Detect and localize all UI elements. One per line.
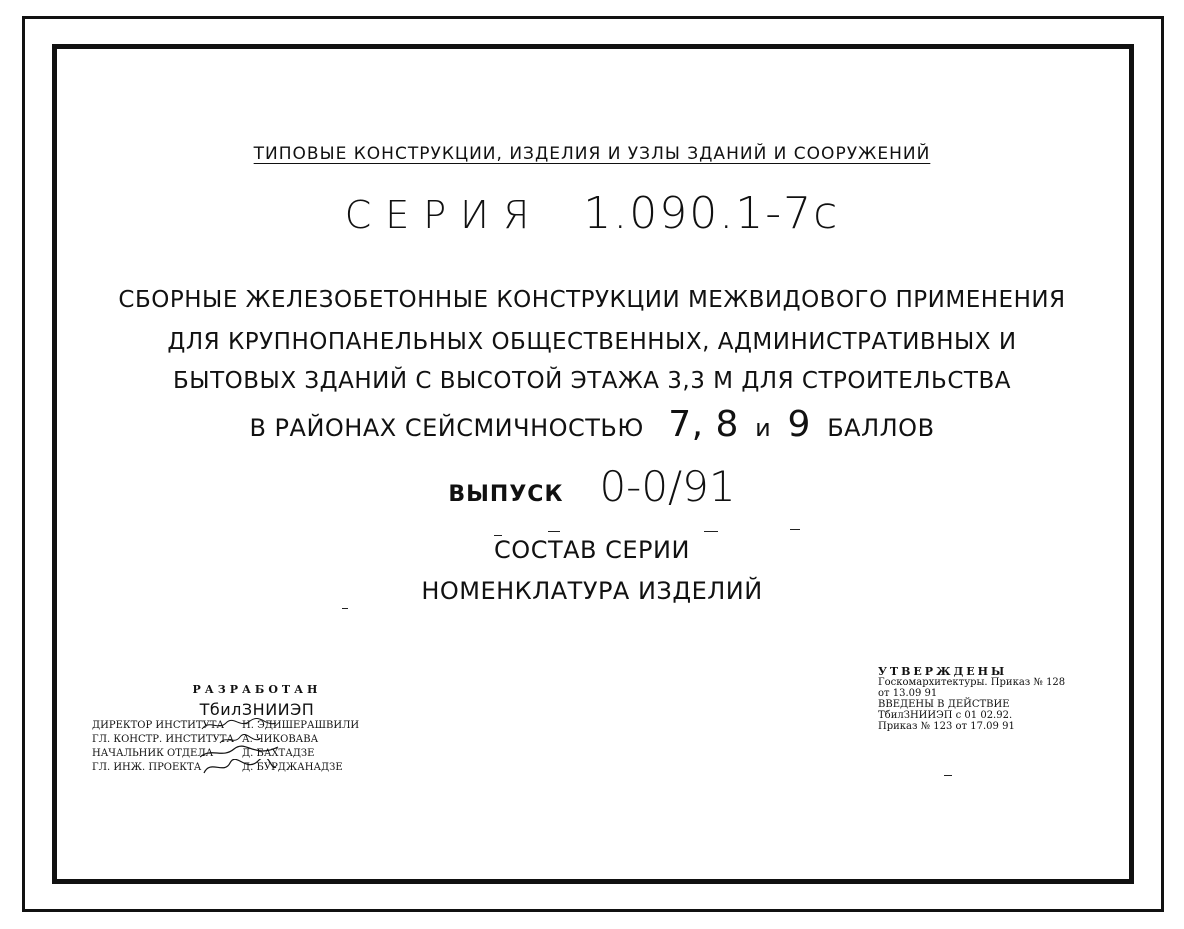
staff-name: Д. БАХТАДЗЕ bbox=[242, 748, 315, 759]
approval-line: Приказ № 123 от 17.09 91 bbox=[878, 721, 1015, 732]
scan-mark bbox=[944, 775, 952, 776]
title-line-4-conj: и bbox=[755, 414, 772, 442]
approval-line: Госкомархитектуры. Приказ № 128 bbox=[878, 677, 1066, 688]
staff-position: ДИРЕКТОР ИНСТИТУТА bbox=[92, 720, 225, 731]
staff-name: А. ЧИКОВАВА bbox=[242, 734, 319, 745]
issue-line bbox=[0, 462, 1184, 511]
staff-position: НАЧАЛЬНИК ОТДЕЛА bbox=[92, 748, 214, 759]
scan-mark bbox=[494, 535, 502, 536]
approval-line: ВВЕДЕНЫ В ДЕЙСТВИЕ bbox=[878, 699, 1010, 710]
title-line-1: СБОРНЫЕ ЖЕЛЕЗОБЕТОННЫЕ КОНСТРУКЦИИ МЕЖВИДОВОГО ПРИМЕНЕНИЯ bbox=[118, 287, 1066, 313]
issue-label: ВЫПУСК bbox=[448, 482, 564, 507]
approval-heading: УТВЕРЖДЕНЫ bbox=[878, 665, 1008, 678]
title-line-4-num1: 7, 8 bbox=[668, 404, 739, 445]
staff-position: ГЛ. КОНСТР. ИНСТИТУТА bbox=[92, 734, 235, 745]
developer-block bbox=[92, 683, 422, 775]
scan-mark bbox=[790, 529, 800, 530]
staff-name: Н. ЭДИШЕРАШВИЛИ bbox=[242, 720, 360, 731]
staff-position: ГЛ. ИНЖ. ПРОЕКТА bbox=[92, 762, 202, 773]
approval-line: ТбилЗНИИЭП с 01 02.92. bbox=[878, 710, 1013, 721]
staff-name: Д. БУРДЖАНАДЗЕ bbox=[242, 762, 343, 773]
title-line-4 bbox=[0, 404, 1184, 445]
contents-line-1: СОСТАВ СЕРИИ bbox=[494, 536, 690, 564]
contents-line-2: НОМЕНКЛАТУРА ИЗДЕЛИЙ bbox=[421, 577, 763, 605]
title-line-3: БЫТОВЫХ ЗДАНИЙ С ВЫСОТОЙ ЭТАЖА 3,3 М ДЛЯ СТРОИТЕЛЬСТВА bbox=[173, 368, 1011, 394]
title-line-2: ДЛЯ КРУПНОПАНЕЛЬНЫХ ОБЩЕСТВЕННЫХ, АДМИНИСТРАТИВНЫХ И bbox=[167, 329, 1017, 355]
document-header bbox=[0, 144, 1184, 164]
scan-mark bbox=[548, 531, 560, 532]
signature bbox=[200, 759, 280, 775]
title-line-4-num2: 9 bbox=[787, 404, 811, 445]
issue-number: 0-0/91 bbox=[599, 462, 736, 511]
title-line-4-prefix: В РАЙОНАХ СЕЙСМИЧНОСТЬЮ bbox=[249, 414, 644, 442]
title-line-4-suffix: БАЛЛОВ bbox=[827, 414, 935, 442]
series-label: СЕРИЯ bbox=[344, 193, 544, 237]
approval-line: от 13.09 91 bbox=[878, 688, 938, 699]
developer-org: ТбилЗНИИЭП bbox=[199, 700, 315, 719]
header-text: ТИПОВЫЕ КОНСТРУКЦИИ, ИЗДЕЛИЯ И УЗЛЫ ЗДАНИЙ И СООРУЖЕНИЙ bbox=[253, 144, 931, 164]
staff-row bbox=[92, 761, 422, 775]
scan-mark bbox=[704, 531, 718, 532]
series-title bbox=[0, 188, 1184, 239]
scan-mark bbox=[342, 608, 348, 609]
approval-block bbox=[878, 666, 1118, 732]
developer-heading: РАЗРАБОТАН bbox=[192, 683, 322, 696]
series-number: 1.090.1-7с bbox=[583, 188, 840, 239]
